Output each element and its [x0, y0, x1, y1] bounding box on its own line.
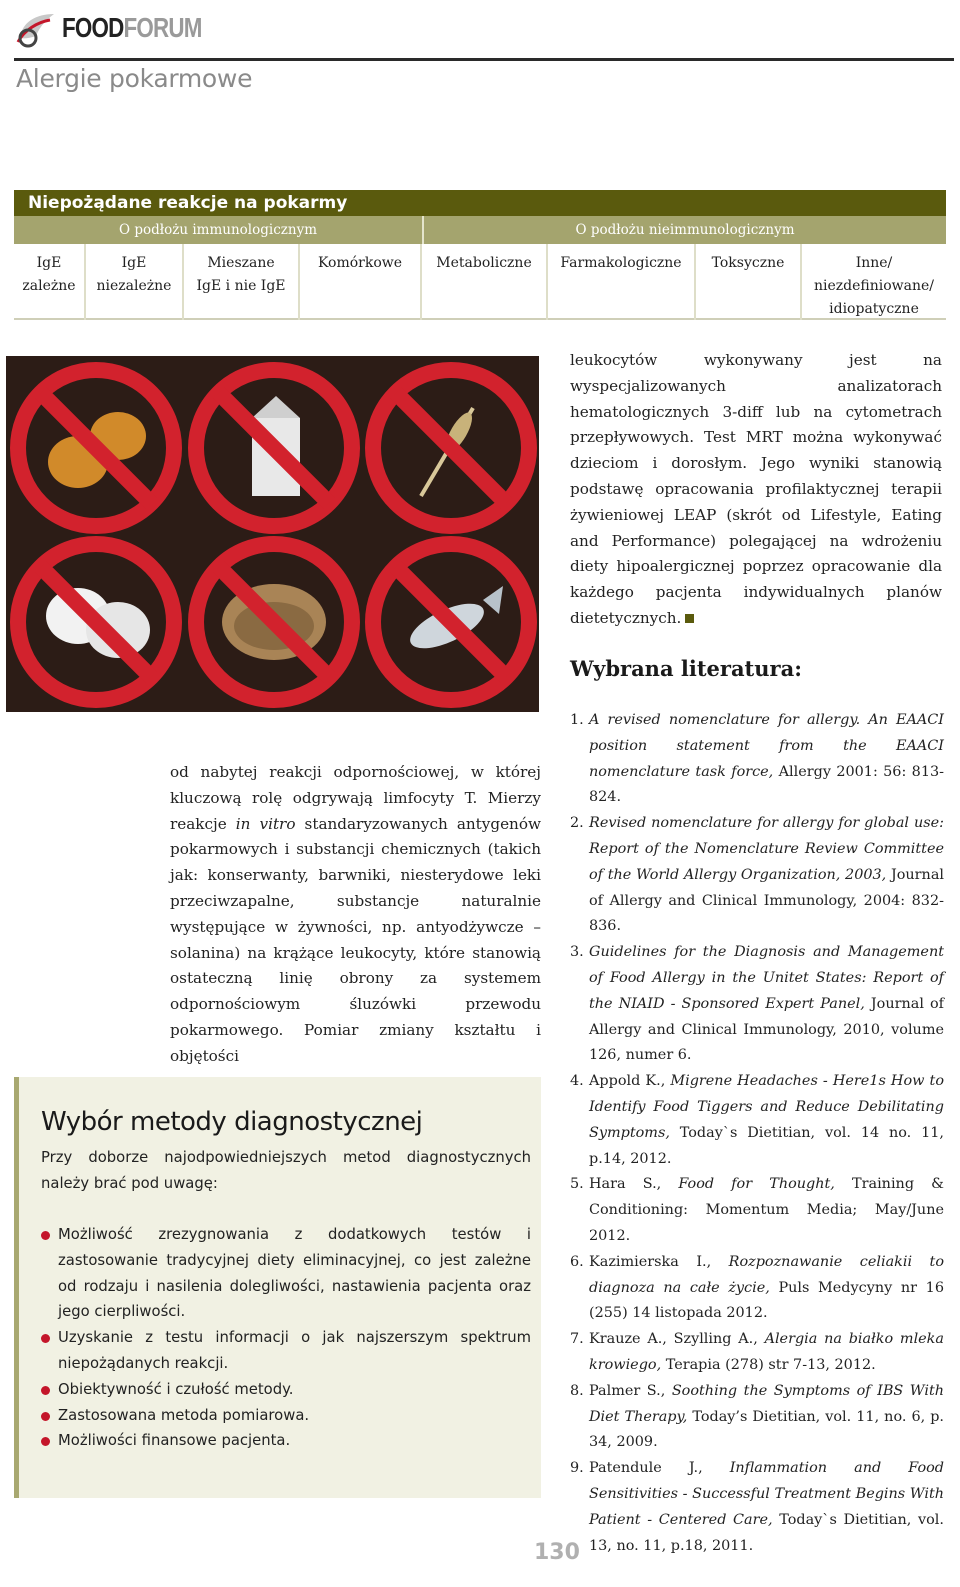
table-column-line: idiopatyczne — [829, 301, 919, 317]
reference-author: Hara S., — [589, 1176, 679, 1193]
group-nonimmunological: O podłożu nieimmunologicznym — [424, 216, 946, 244]
reference-title: Alergia na białko mleka krowiego, — [589, 1331, 944, 1373]
reference-author: Krauze A., Szylling A., — [589, 1331, 765, 1348]
reference-item — [570, 1379, 944, 1456]
table-column-line: Mieszane — [207, 255, 275, 271]
reference-title: A revised nomenclature for allergy. An EAACI position statement from the EAACI nomenclature task force, — [589, 712, 944, 780]
reference-title: Migrene Headaches - Here1s How to Identify Food Tiggers and Reduce Debilitating Symptoms, — [589, 1073, 944, 1141]
table-column-header — [14, 244, 86, 320]
reference-title: Revised nomenclature for allergy for global use: Report of the Nomenclature Review Committee of the World Allergy Organization, 2003, — [589, 815, 944, 883]
box-list-text: Zastosowana metoda pomiarowa. — [58, 1406, 310, 1424]
table-column-line: niezdefiniowane/ — [813, 278, 934, 294]
middle-paragraph: od nabytej reakcji odpornościowej, w której kluczową rolę odgrywają limfocyty T. Mierzy reakcje in vitro standaryzowanych antygenów pokarmowych i substancji chemicznych (takich jak: konserwanty, barwniki, niesterydowe leki przeciwzapalne, substancje naturalnie występujące w żywności, np. antyodżywcze – solanina) na krążące leukocyty, które stanowią ostateczną linię obrony za systemem odpornościowym śluzówki przewodu pokarmowego. Pomiar zmiany kształtu i objętości — [170, 763, 541, 1065]
table-column-header — [696, 244, 802, 320]
references-list — [570, 708, 944, 1559]
reference-title: Soothing the Symptoms of IBS With Diet Therapy, — [589, 1382, 944, 1425]
bullet-icon — [41, 1412, 50, 1421]
reference-title: Rozpoznawanie celiakii to diagnoza na całe życie, — [589, 1253, 944, 1296]
reference-title: Inflammation and Food Sensitivities - Successful Treatment Begins With Patient - Centered Care, — [589, 1460, 944, 1528]
reference-source: Today`s Dietitian, vol. 13, no. 11, p.18, 2011. — [589, 1511, 944, 1554]
bullet-icon — [41, 1386, 50, 1395]
bullet-icon — [41, 1334, 50, 1343]
reference-source: Today’s Dietitian, vol. 11, no. 6, p. 34, 2009. — [589, 1408, 944, 1451]
section-title: Alergie pokarmowe — [16, 64, 253, 93]
reference-number: 6. — [570, 1253, 584, 1270]
table-column-header — [548, 244, 696, 320]
table-columns — [14, 244, 946, 320]
reference-title: Guidelines for the Diagnosis and Management of Food Allergy in the Unitet States: Report of the NIAID - Sponsored Expert Panel, — [589, 944, 944, 1012]
box-list-text: Obiektywność i czułość metody. — [58, 1380, 294, 1398]
bullet-icon — [41, 1437, 50, 1446]
table-column-header — [184, 244, 300, 320]
reference-number: 2. — [570, 815, 584, 832]
reference-number: 9. — [570, 1460, 584, 1477]
box-list-item — [41, 1428, 531, 1454]
table-column-line: Komórkowe — [317, 255, 403, 271]
logo-text — [62, 12, 202, 44]
reference-item — [570, 1172, 944, 1249]
reference-number: 3. — [570, 944, 584, 961]
table-column-line: niezależne — [96, 278, 172, 294]
reference-source: Training & Conditioning: Momentum Media; May/June 2012. — [589, 1176, 944, 1244]
logo-food: FOOD — [62, 12, 124, 43]
box-title: Wybór metody diagnostycznej — [41, 1107, 423, 1137]
box-list-text: Uzyskanie z testu informacji o jak najszerszym spektrum niepożądanych reakcji. — [58, 1329, 531, 1372]
reference-source: Allergy 2001: 56: 813-824. — [589, 763, 945, 806]
reference-source: Terapia (278) str 7-13, 2012. — [661, 1356, 876, 1373]
box-intro: Przy doborze najodpowiedniejszych metod diagnostycznych należy brać pod uwagę: — [41, 1149, 531, 1192]
table-column-header — [300, 244, 422, 320]
reference-title: Food for Thought, — [678, 1176, 835, 1193]
box-list-text: Możliwość zrezygnowania z dodatkowych testów i zastosowanie tradycyjnej diety eliminacyjnej, co jest zależne od rodzaju i nasilenia dolegliwości, nastawienia pacjenta oraz jego cierpliwości. — [58, 1226, 531, 1321]
leaf-logo-icon — [16, 8, 58, 48]
method-selection-box — [14, 1077, 541, 1498]
table-column-line: Metaboliczne — [436, 255, 532, 271]
reference-source: Journal of Allergy and Clinical Immunology, 2010, volume 126, numer 6. — [589, 995, 944, 1064]
box-list-item — [41, 1377, 531, 1403]
box-list-item — [41, 1403, 531, 1429]
reference-source: Journal of Allergy and Clinical Immunology, 2004: 832-836. — [589, 866, 944, 935]
table-column-line: Toksyczne — [711, 255, 785, 271]
box-list — [41, 1222, 531, 1454]
reactions-table — [14, 190, 946, 320]
header-rule — [14, 58, 954, 61]
table-groups — [14, 216, 946, 244]
reference-item — [570, 708, 944, 811]
table-title: Niepożądane reakcje na pokarmy — [14, 190, 946, 216]
box-list-item — [41, 1325, 531, 1377]
table-column-line: IgE — [36, 255, 62, 271]
reference-item — [570, 940, 944, 1069]
reference-source: Today`s Dietitian, vol. 14 no. 11, p.14, 2012. — [589, 1124, 944, 1167]
table-column-line: IgE — [121, 255, 147, 271]
reference-item — [570, 811, 944, 940]
table-column-header — [422, 244, 548, 320]
table-column-header — [802, 244, 946, 320]
reference-author: Appold K., — [589, 1073, 671, 1090]
literature-heading: Wybrana literatura: — [570, 656, 802, 681]
box-list-text: Możliwości finansowe pacjenta. — [58, 1432, 291, 1450]
table-column-line: Farmakologiczne — [560, 255, 682, 271]
reference-author: Palmer S., — [589, 1382, 672, 1399]
box-list-item — [41, 1222, 531, 1325]
reference-item — [570, 1456, 944, 1559]
reference-number: 4. — [570, 1073, 584, 1090]
reference-item — [570, 1069, 944, 1172]
group-immunological: O podłożu immunologicznym — [14, 216, 422, 244]
table-column-line: Inne/ — [855, 255, 893, 271]
reference-number: 8. — [570, 1382, 584, 1399]
table-column-header — [86, 244, 184, 320]
logo — [16, 6, 237, 50]
forbidden-foods-image — [6, 356, 539, 712]
reference-item — [570, 1327, 944, 1379]
right-paragraph: leukocytów wykonywany jest na wyspecjalizowanych analizatorach hematologicznych 3-diff lub na cytometrach przepływowych. Test MRT można wykonywać dzieciom i dorosłym. Jego wyniki stanowią podstawę opracowania profilaktycznej terapii żywieniowej LEAP (skrót od Lifestyle, Eating and Performance) polegającej na wdrożeniu diety hipoalergicznej poprzez opracowanie dla każdego pacjenta indywidualnych planów dietetycznych. — [570, 351, 942, 627]
reference-source: Puls Medycyny nr 16 (255) 14 listopada 2012. — [589, 1279, 944, 1322]
reference-number: 1. — [570, 712, 584, 728]
logo-forum: FORUM — [123, 12, 202, 43]
page-number: 130 — [534, 1540, 580, 1565]
reference-item — [570, 1250, 944, 1327]
reference-author: Patendule J., — [589, 1460, 730, 1477]
reference-number: 5. — [570, 1176, 584, 1193]
reference-author: Kazimierska I., — [589, 1253, 729, 1270]
reference-number: 7. — [570, 1331, 584, 1348]
bullet-icon — [41, 1231, 50, 1240]
table-column-line: IgE i nie IgE — [196, 278, 286, 294]
end-mark — [685, 614, 694, 623]
table-column-line: zależne — [22, 278, 76, 294]
